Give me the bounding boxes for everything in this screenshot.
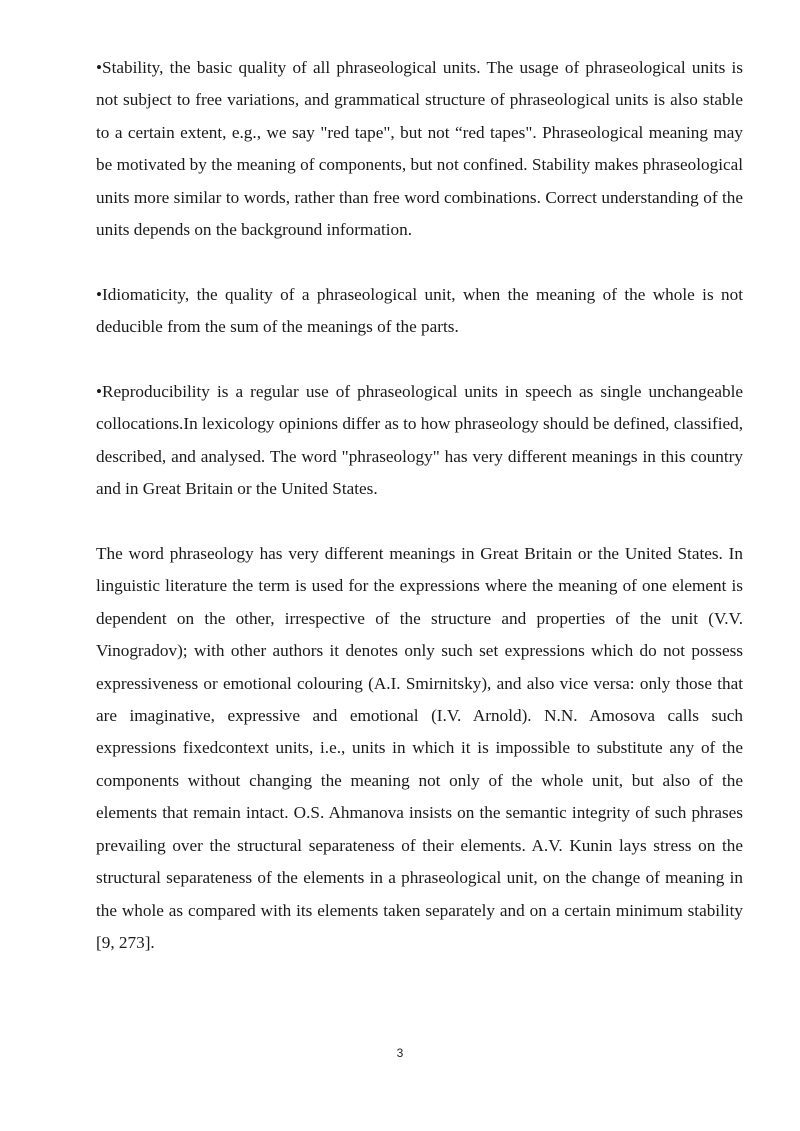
paragraph-idiomaticity: •Idiomaticity, the quality of a phraseological unit, when the meaning of the whole is not deducible from the sum of the meanings of the parts. — [96, 284, 743, 337]
paragraph-stability: •Stability, the basic quality of all phraseological units. The usage of phraseological units is not subject to free variations, and grammatical structure of phraseological units is also stable to a certain extent, e.g., we say "red tape", but not “red tapes". Phraseological meaning may be motivated by the meaning of components, but not confined. Stability makes phraseological units more similar to words, rather than free word combinations. Correct understanding of the units depends on the background information. — [96, 58, 743, 240]
paragraph-reproducibility: •Reproducibility is a regular use of phraseological units in speech as single unchangeable collocations.In lexicology opinions differ as to how phraseology should be defined, classified, described, and analysed. The word "phraseology" has very different meanings in this country and in Great Britain or the United States. — [96, 382, 743, 499]
paragraph-definitions: The word phraseology has very different meanings in Great Britain or the United States. In linguistic literature the term is used for the expressions where the meaning of one element is dependent on the other, irrespective of the structure and properties of the unit (V.V. Vinogradov); with other authors it denotes only such set expressions which do not possess expressiveness or emotional colouring (A.I. Smirnitsky), and also vice versa: only those that are imaginative, expressive and emotional (I.V. Arnold). N.N. Amosova calls such expressions fixedcontext units, i.e., units in which it is impossible to substitute any of the components without changing the meaning not only of the whole unit, but also of the elements that remain intact. O.S. Ahmanova insists on the semantic integrity of such phrases prevailing over the structural separateness of their elements. A.V. Kunin lays stress on the structural separateness of the elements in a phraseological unit, on the change of meaning in the whole as compared with its elements taken separately and on a certain minimum stability [9, 273]. — [96, 544, 743, 952]
document-page — [96, 52, 743, 992]
page-number: 3 — [396, 1046, 404, 1060]
